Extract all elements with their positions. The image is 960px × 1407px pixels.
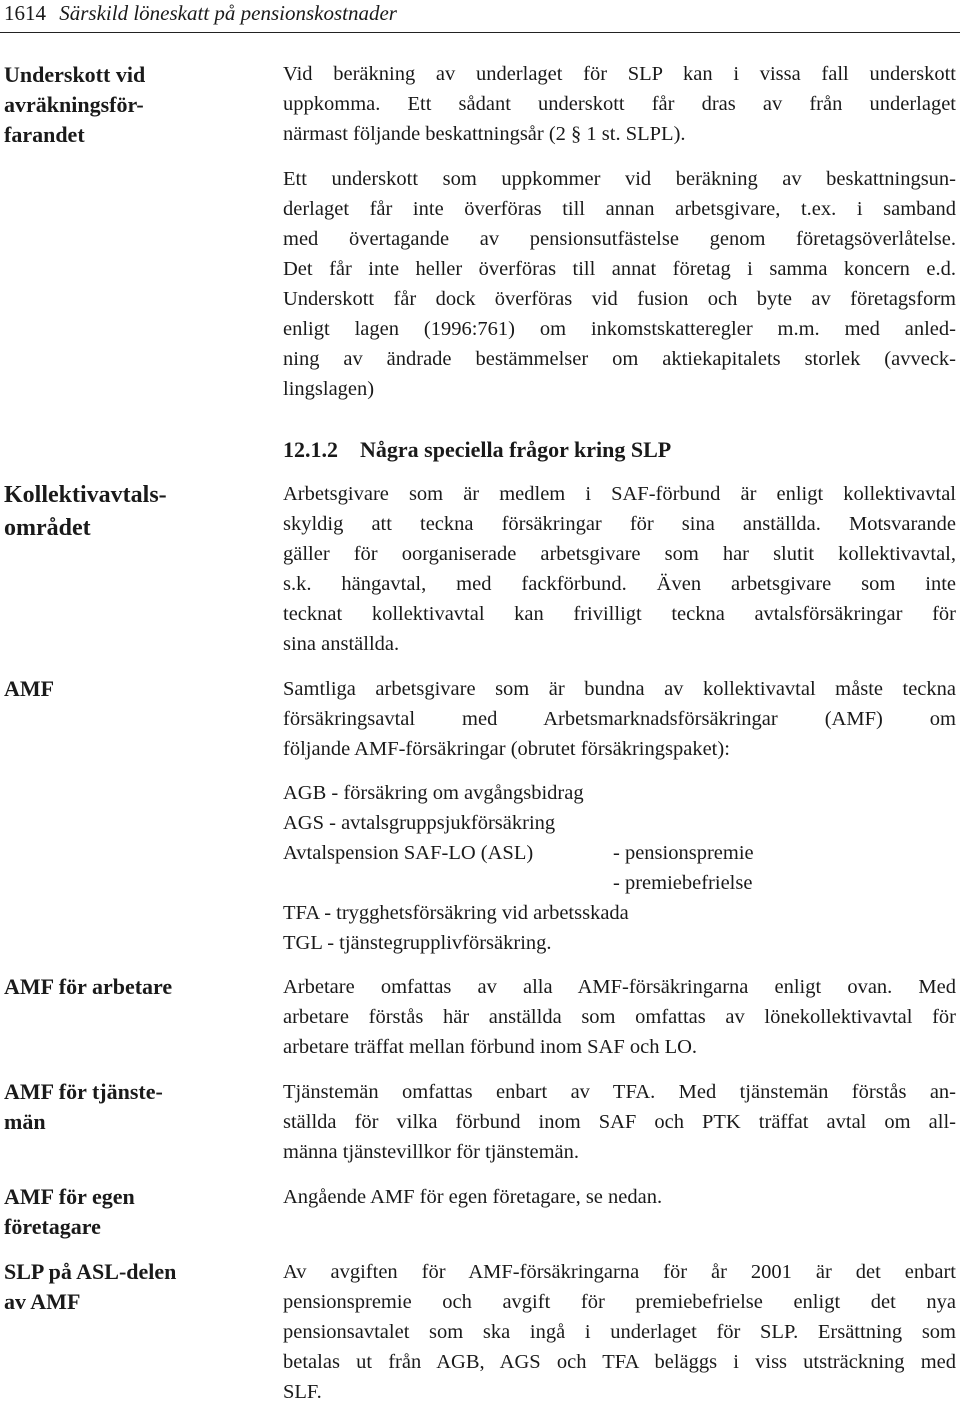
text-line: med övertagande av pensionsutfästelse genom företagsöverlåtelse. — [283, 228, 956, 250]
sidebar-line: AMF för tjänste- — [4, 1079, 163, 1104]
text-line: sina anställda. — [283, 633, 400, 655]
insurance-tgl: TGL - tjänstegrupplivförsäkring. — [283, 932, 552, 954]
text-line: Samtliga arbetsgivare som är bundna av kollektivavtal måste teckna — [283, 678, 956, 700]
insurance-asl — [283, 838, 752, 868]
text-line: Tjänstemän omfattas enbart av TFA. Med tjänstemän förstås an- — [283, 1081, 956, 1103]
sidebar-line: avräkningsför- — [4, 92, 144, 117]
text-line: tecknat kollektivavtal kan frivilligt teckna avtalsförsäkringar för — [283, 603, 956, 625]
insurance-tfa: TFA - trygghetsförsäkring vid arbetsskada — [283, 902, 629, 924]
text-line: gäller för oorganiserade arbetsgivare som har slutit kollektivavtal, — [283, 543, 956, 565]
text-line: SLF. — [283, 1381, 322, 1403]
text-line: närmast följande beskattningsår (2 § 1 st. SLPL). — [283, 123, 686, 145]
text-line: arbetare förstås här anställda som omfattas av lönekollektivavtal för — [283, 1006, 956, 1028]
text-line: pensionspremie och avgift för premiebefrielse enligt det nya — [283, 1291, 956, 1313]
text-line: betalas ut från AGB, AGS och TFA beläggs i viss utsträckning med — [283, 1351, 956, 1373]
text-line: Ett underskott som uppkommer vid beräkning av beskattningsun- — [283, 168, 956, 190]
section-heading — [283, 436, 671, 464]
text-line: Arbetsgivare som är medlem i SAF-förbund är enligt kollektivavtal — [283, 483, 956, 505]
page-number: 1614 — [4, 1, 46, 25]
paragraph-egen-foretagare — [283, 1182, 956, 1212]
text-line: enligt lagen (1996:761) om inkomstskatteregler m.m. med anled- — [283, 318, 956, 340]
header-rule — [0, 32, 960, 33]
text-line: skyldig att teckna försäkringar för sina anställda. Motsvarande — [283, 513, 956, 535]
text-line: Underskott får dock överföras vid fusion och byte av företagsform — [283, 288, 956, 310]
sidebar-line: Underskott vid — [4, 62, 146, 87]
text-line: följande AMF-försäkringar (obrutet försäkringspaket): — [283, 738, 730, 760]
insurance-agb: AGB - försäkring om avgångsbidrag — [283, 782, 584, 804]
section-number: 12.1.2 — [283, 437, 338, 462]
text-line: Av avgiften för AMF-försäkringarna för år 2001 är det enbart — [283, 1261, 956, 1283]
text-line: pensionsavtalet som ska ingå i underlaget för SLP. Ersättning som — [283, 1321, 956, 1343]
sidebar-line: män — [4, 1109, 46, 1134]
paragraph-overforing — [283, 164, 956, 404]
text-line: männa tjänstevillkor för tjänstemän. — [283, 1141, 580, 1163]
paragraph-arbetare — [283, 972, 956, 1062]
sidebar-line: företagare — [4, 1214, 101, 1239]
text-line: ning av ändrade bestämmelser om aktiekapitalets storlek (avveck- — [283, 348, 956, 370]
sidebar-heading-amf-tjanstemann — [4, 1077, 244, 1137]
text-line: s.k. hängavtal, med fackförbund. Även arbetsgivare som inte — [283, 573, 956, 595]
sidebar-heading-underskott — [4, 60, 244, 150]
paragraph-amf — [283, 674, 956, 764]
text-line: Angående AMF för egen företagare, se nedan. — [283, 1186, 663, 1208]
sidebar-line: av AMF — [4, 1289, 81, 1314]
text-line: Vid beräkning av underlaget för SLP kan i vissa fall underskott — [283, 63, 956, 85]
insurance-asl-item: - pensionspremie — [613, 842, 754, 864]
text-line: försäkringsavtal med Arbetsmarknadsförsäkringar (AMF) om — [283, 708, 956, 730]
page-header — [4, 0, 397, 26]
sidebar-heading-slp-asl — [4, 1257, 244, 1317]
sidebar-line: Kollektivavtals- — [4, 482, 167, 508]
insurance-ags: AGS - avtalsgruppsjukförsäkring — [283, 812, 556, 834]
paragraph-underskott — [283, 59, 956, 149]
text-line: Arbetare omfattas av alla AMF-försäkringarna enligt ovan. Med — [283, 976, 956, 998]
sidebar-heading-amf-arbetare: AMF för arbetare — [4, 974, 173, 999]
section-title: Några speciella frågor kring SLP — [360, 437, 672, 462]
text-line: arbetare träffat mellan förbund inom SAF och LO. — [283, 1036, 698, 1058]
text-line: uppkomma. Ett sådant underskott får dras av från underlaget — [283, 93, 956, 115]
sidebar-line: farandet — [4, 122, 85, 147]
paragraph-tjanstemann — [283, 1077, 956, 1167]
paragraph-kollektivavtal — [283, 479, 956, 659]
text-line: derlaget får inte överföras till annan arbetsgivare, t.ex. i samband — [283, 198, 956, 220]
sidebar-line: AMF för egen — [4, 1184, 135, 1209]
text-line: ställda för vilka förbund inom SAF och PTK träffat avtal om all- — [283, 1111, 956, 1133]
running-title: Särskild löneskatt på pensionskostnader — [59, 1, 397, 25]
sidebar-heading-kollektivavtal — [4, 479, 244, 545]
sidebar-heading-amf: AMF — [4, 676, 55, 701]
text-line: Det får inte heller överföras till annat företag i samma koncern e.d. — [283, 258, 956, 280]
text-line: lingslagen) — [283, 378, 375, 400]
sidebar-heading-amf-egen — [4, 1182, 244, 1242]
insurance-asl-label: Avtalspension SAF-LO (ASL) — [283, 842, 534, 864]
sidebar-line: SLP på ASL-delen — [4, 1259, 177, 1284]
insurance-list — [283, 778, 752, 958]
insurance-asl-item: - premiebefrielse — [613, 872, 753, 894]
sidebar-line: området — [4, 515, 91, 541]
paragraph-slp-asl — [283, 1257, 956, 1407]
